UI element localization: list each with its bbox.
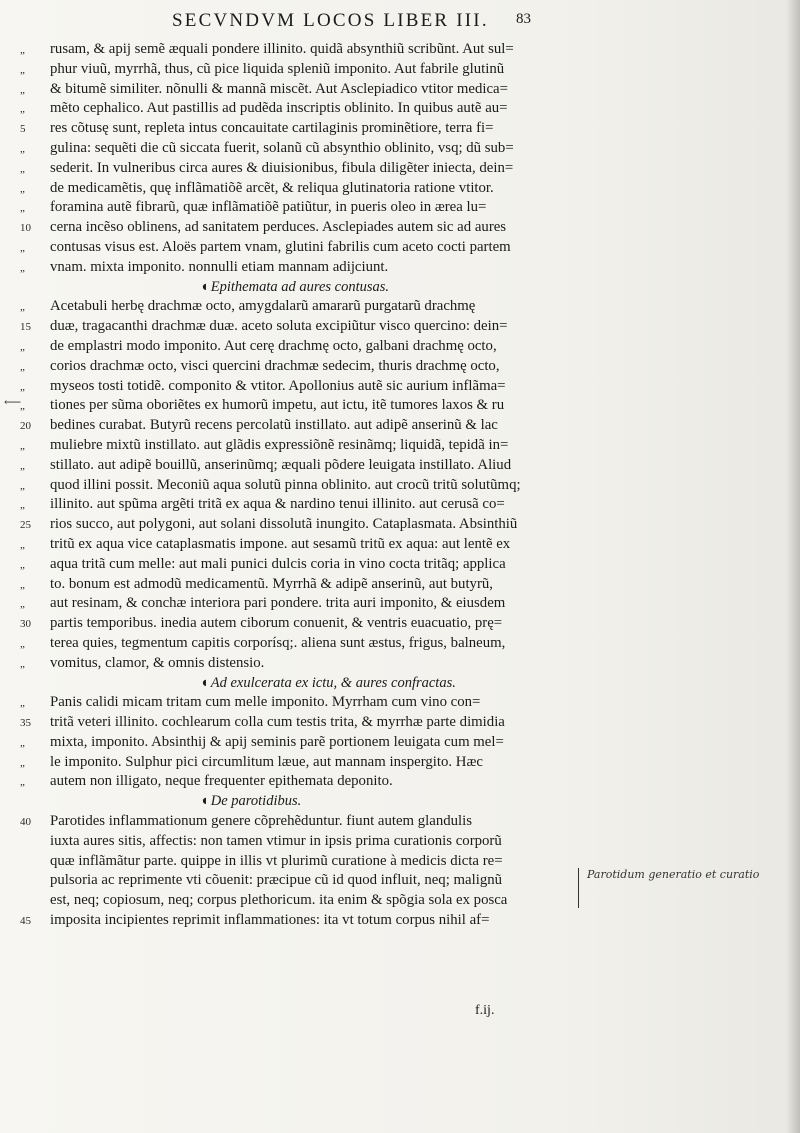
text-line <box>20 297 580 317</box>
text-line <box>20 555 580 575</box>
line-marker: „ <box>20 479 25 492</box>
section-heading-text <box>50 674 738 694</box>
text-line <box>20 614 580 634</box>
text-line <box>20 693 580 713</box>
line-text: Acetabuli herbę drachmæ octo, amygdalarũ amararũ purgatarũ drachmę <box>50 298 476 315</box>
line-marker: 20 <box>20 420 31 433</box>
line-text: pulsoria ac reprimente vti cõuenit: præcipue cũ id quod influit, neq; malignũ <box>50 872 503 889</box>
line-marker: 40 <box>20 816 31 829</box>
text-line <box>20 713 580 733</box>
line-marker: „ <box>20 499 25 512</box>
line-text: rios succo, aut polygoni, aut solani dissolutã inungito. Cataplasmata. Absinthiũ <box>50 516 518 533</box>
text-line <box>20 911 580 931</box>
line-text: contusas visus est. Aloës partem vnam, glutini fabrilis cum aceto cocti partem <box>50 238 511 255</box>
heading-label: De parotidibus. <box>210 793 302 810</box>
text-line <box>20 852 580 872</box>
line-marker: 10 <box>20 222 31 235</box>
text-line <box>20 357 580 377</box>
line-marker: 45 <box>20 915 31 928</box>
handwritten-margin-note: Parotidum generatio et curatio <box>578 868 777 908</box>
text-line <box>20 179 580 199</box>
line-marker: „ <box>20 44 25 56</box>
line-marker: „ <box>20 83 25 96</box>
margin-pointer-mark: ⟵ <box>4 395 22 409</box>
line-text: iuxta aures sitis, affectis: non tamen vtimur in ipsis prima curationis corporũ <box>50 832 502 849</box>
line-marker: „ <box>20 637 25 650</box>
line-marker: „ <box>20 182 25 195</box>
text-line <box>20 535 580 555</box>
line-text: aqua tritã cum melle: aut mali punici dulcis coria in vino cocta tritãq; applica <box>50 555 506 572</box>
heading-label: Epithemata ad aures contusas. <box>210 278 390 295</box>
text-line <box>20 337 580 357</box>
line-marker: „ <box>20 142 25 155</box>
paragraph-mark-icon: ◖ <box>200 674 209 691</box>
line-text: est, neq; copiosum, neq; corpus plethoricum. ita enim & spõgia sola ex posca <box>50 892 508 909</box>
line-text: de medicamẽtis, quę inflãmatiõẽ arcẽt, & reliqua glutinatoria ratione vtitor. <box>50 179 494 196</box>
line-text: vnam. mixta imponito. nonnulli etiam mannam adijciunt. <box>50 258 389 275</box>
page-header <box>0 10 800 34</box>
line-marker: „ <box>20 380 25 393</box>
text-line <box>20 654 580 674</box>
section-heading-text <box>50 278 738 298</box>
line-marker: „ <box>20 439 25 452</box>
text-line <box>20 733 580 753</box>
line-marker: „ <box>20 598 25 611</box>
running-title: SECVNDVM LOCOS LIBER III. <box>172 10 489 31</box>
line-marker: „ <box>20 776 25 789</box>
text-line <box>20 377 580 397</box>
text-line <box>20 99 580 119</box>
line-text: corios drachmæ octo, visci quercini drachmæ sedecim, thuris drachmę octo, <box>50 357 500 374</box>
section-heading <box>20 674 580 694</box>
text-line <box>20 436 580 456</box>
line-marker: „ <box>20 538 25 551</box>
text-line <box>20 119 580 139</box>
paragraph-mark-icon: ◖ <box>200 793 209 810</box>
line-text: tritũ ex aqua vice cataplasmatis impone. aut sesamũ tritũ ex aqua: aut lentẽ ex <box>50 535 511 552</box>
line-marker: „ <box>20 63 25 76</box>
text-line <box>20 317 580 337</box>
line-marker: „ <box>20 657 25 670</box>
page-edge-shadow <box>786 0 800 1133</box>
line-marker: „ <box>20 697 25 710</box>
text-line <box>20 60 580 80</box>
text-line <box>20 832 580 852</box>
line-marker: 30 <box>20 618 31 631</box>
text-line <box>20 476 580 496</box>
line-marker: „ <box>20 241 25 254</box>
line-text: vomitus, clamor, & omnis distensio. <box>50 654 265 671</box>
line-text: le imponito. Sulphur pici circumlitum læue, aut mannam inspergito. Hæc <box>50 753 483 770</box>
text-line <box>20 139 580 159</box>
text-line <box>20 515 580 535</box>
line-text: tiones per sũma oboriẽtes ex humorũ impetu, aut ictu, itẽ tumores laxos & ru <box>50 397 505 414</box>
line-text: mixta, imponito. Absinthij & apij seminis parẽ portionem leuigata cum mel= <box>50 733 504 750</box>
paragraph-mark-icon: ◖ <box>200 278 209 295</box>
text-line <box>20 396 580 416</box>
section-heading <box>20 278 580 298</box>
text-line <box>20 80 580 100</box>
text-line <box>20 772 580 792</box>
line-marker: 5 <box>20 123 26 136</box>
line-marker: „ <box>20 162 25 175</box>
line-marker: „ <box>20 261 25 274</box>
line-marker: „ <box>20 459 25 472</box>
line-marker: „ <box>20 578 25 591</box>
text-line <box>20 198 580 218</box>
line-text: stillato. aut adipẽ bouillũ, anserinũmq; æquali põdere leuigata instillato. Aliud <box>50 456 512 473</box>
text-line <box>20 258 580 278</box>
text-line <box>20 575 580 595</box>
text-line <box>20 416 580 436</box>
line-text: gulina: sequẽti die cũ siccata fuerit, solanũ cũ absynthio oblinito, vsq; dũ sub= <box>50 139 514 156</box>
text-line <box>20 871 580 891</box>
line-text: tritã veteri illinito. cochlearum colla cum testis trita, & myrrhæ parte dimidia <box>50 714 505 731</box>
section-heading-text <box>50 792 738 812</box>
text-line <box>20 753 580 773</box>
line-text: res cõtusę sunt, repleta intus concauitate cartilaginis prominẽtiore, terra fi= <box>50 120 494 137</box>
line-text: Parotides inflammationum genere cõprehẽduntur. fiunt autem glandulis <box>50 813 473 830</box>
line-text: foramina autẽ fibrarũ, quæ inflãmatiõẽ patiũtur, in pueris oleo in ærea lu= <box>50 199 487 216</box>
line-text: partis temporibus. inedia autem ciborum conuenit, & ventris euacuatio, prę= <box>50 615 503 632</box>
line-text: autem non illigato, neque frequenter epithemata deponito. <box>50 773 393 790</box>
line-text: Panis calidi micam tritam cum melle imponito. Myrrham cum vino con= <box>50 694 481 711</box>
line-marker: 15 <box>20 321 31 334</box>
line-text: imposita incipientes reprimit inflammationes: ita vt totum corpus nihil af= <box>50 912 490 929</box>
text-line <box>20 634 580 654</box>
text-line <box>20 495 580 515</box>
section-heading <box>20 792 580 812</box>
text-line <box>20 891 580 911</box>
line-text: myseos tosti totidẽ. componito & vtitor. Apollonius autẽ sic aurium inflãma= <box>50 377 506 394</box>
text-line <box>20 456 580 476</box>
line-text: to. bonum est admodũ medicamentũ. Myrrhã & adipẽ anserinũ, aut butyrũ, <box>50 575 493 592</box>
line-text: quæ inflãmãtur parte. quippe in illis vt plurimũ curatione à medicis dicta re= <box>50 852 503 869</box>
line-text: bedines curabat. Butyrũ recens percolatũ instillato. aut adipẽ anserinũ & lac <box>50 417 498 434</box>
line-marker: „ <box>20 103 25 116</box>
text-line <box>20 594 580 614</box>
line-marker: „ <box>20 301 25 314</box>
text-line <box>20 218 580 238</box>
text-line <box>20 238 580 258</box>
line-text: aut resinam, & conchæ interiora pari pondere. trita auri imponito, & eiusdem <box>50 595 506 612</box>
line-marker: „ <box>20 736 25 749</box>
page-number: 83 <box>516 11 531 27</box>
line-marker: „ <box>20 558 25 571</box>
line-marker: „ <box>20 340 25 353</box>
line-text: duæ, tragacanthi drachmæ duæ. aceto soluta excipiũtur visco quercino: dein= <box>50 318 508 335</box>
line-marker: „ <box>20 756 25 769</box>
line-text: rusam, & apij semẽ æquali pondere illinito. quidã absynthiũ scribũnt. Aut sul= <box>50 41 514 57</box>
line-text: mẽto cephalico. Aut pastillis ad pudẽda inscriptis oblinito. In quibus autẽ au= <box>50 100 508 117</box>
line-text: muliebre mixtũ instillato. aut glãdis expressiõnẽ resinãmq; liquidã, tepidã in= <box>50 436 509 453</box>
line-marker: 25 <box>20 519 31 532</box>
line-text: cerna incẽso oblinens, ad sanitatem perduces. Asclepiades autem sic ad aures <box>50 219 507 236</box>
main-text-block <box>20 40 580 931</box>
line-text: de emplastri modo imponito. Aut cerę drachmę octo, galbani drachmę octo, <box>50 337 497 354</box>
line-text: & bitumẽ similiter. nõnulli & mannã miscẽt. Aut Asclepiadico vtitor medica= <box>50 80 508 97</box>
line-marker: „ <box>20 400 25 413</box>
line-marker: „ <box>20 202 25 215</box>
line-marker: „ <box>20 360 25 373</box>
text-line <box>20 812 580 832</box>
signature-mark: f.ij. <box>475 1003 495 1018</box>
line-text: terea quies, tegmentum capitis corporísq;. aliena sunt æstus, frigus, balneum, <box>50 634 506 651</box>
line-text: sederit. In vulneribus circa aures & diuisionibus, fibula diligẽter iniecta, dein= <box>50 159 514 176</box>
line-text: quod illini possit. Meconiũ aqua solutũ pinna oblinito. aut crocũ tritũ solutũmq; <box>50 476 521 493</box>
line-text: illinito. aut spũma argẽti tritã ex aqua & nardino tenui illinito. aut cerusã co= <box>50 496 505 513</box>
text-line <box>20 40 580 60</box>
line-text: phur viuũ, myrrhã, thus, cũ pice liquida spleniũ imponito. Aut fabrile glutinũ <box>50 60 505 77</box>
line-marker: 35 <box>20 717 31 730</box>
heading-label: Ad exulcerata ex ictu, & aures confractas. <box>210 674 456 691</box>
text-line <box>20 159 580 179</box>
